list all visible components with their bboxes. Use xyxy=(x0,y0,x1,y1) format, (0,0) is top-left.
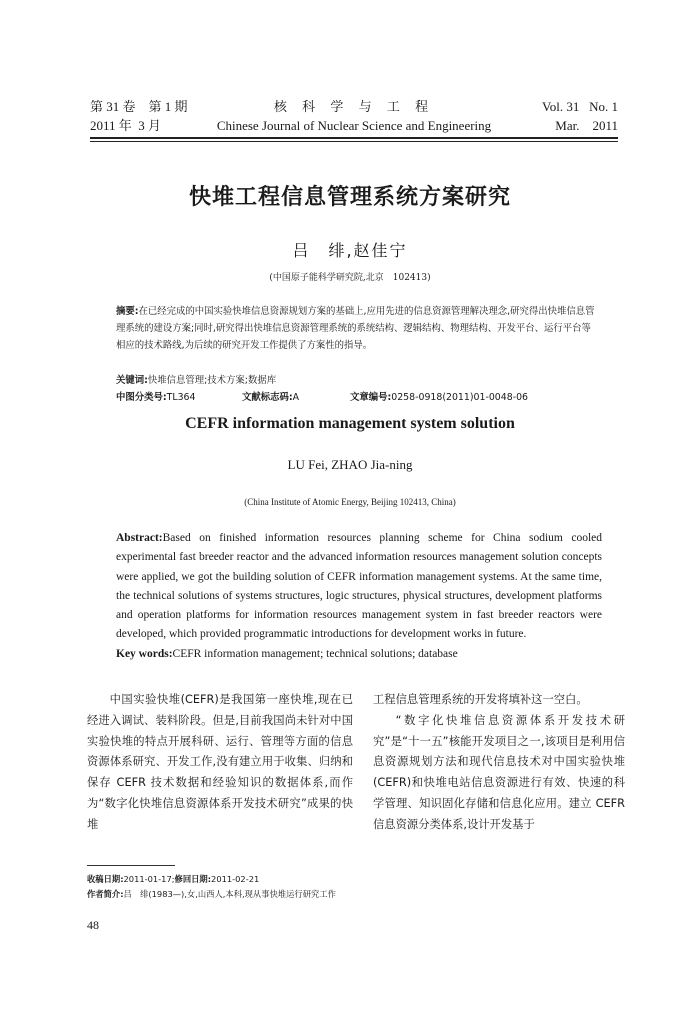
affiliation-en: (China Institute of Atomic Energy, Beijing 102413, China) xyxy=(244,497,456,507)
clc-value: TL364 xyxy=(166,392,196,403)
month-en: Mar. xyxy=(555,118,580,133)
footnote-author xyxy=(87,888,336,900)
abstract-en-text: Based on finished information resources planning scheme for China sodium cooled experimental fast breeder reactor and the advanced information resources management solution concepts were applied, we got the building solution of CEFR information management systems. At the same time, the technical solutions of systems structures, logic structures, physical structures, development platforms and operation platforms for information resources management system in fast breeder reactors were developed, which provided programmatic introductions for development works in future. xyxy=(116,532,602,641)
footnote-dates xyxy=(87,873,259,885)
header-rule-thick xyxy=(90,137,618,139)
author-bio-value: 吕 绯(1983—),女,山西人,本科,现从事快堆运行研究工作 xyxy=(123,889,336,899)
issue-en: No. 1 xyxy=(589,99,618,114)
revised-value: 2011-02-21 xyxy=(211,874,260,884)
keywords-cn-text: 快堆信息管理;技术方案;数据库 xyxy=(147,375,277,386)
body-column-right xyxy=(373,690,625,836)
abstract-cn-label: 摘要: xyxy=(116,306,139,317)
header-date-en xyxy=(555,118,618,134)
body-paragraph: “数字化快堆信息资源体系开发技术研究”是“十一五”核能开发项目之一,该项目是利用信息资源规划方法和现代信息技术对中国实验快堆(CEFR)和快堆电站信息资源进行有效、快速的科学管理、知识固化存储和信息化应用。建立 CEFR 信息资源分类体系,设计开发基于 xyxy=(373,713,625,831)
year-en: 2011 xyxy=(592,118,618,133)
clc-number xyxy=(116,389,195,403)
received-label: 收稿日期: xyxy=(87,874,124,884)
doc-code xyxy=(242,389,299,403)
authors-en: LU Fei, ZHAO Jia-ning xyxy=(287,457,413,472)
body-column-left xyxy=(87,690,353,836)
article-number xyxy=(350,389,528,403)
page-number: 48 xyxy=(87,918,99,932)
journal-name-en: Chinese Journal of Nuclear Science and Engineering xyxy=(216,118,492,133)
paper-title-cn: 快堆工程信息管理系统方案研究 xyxy=(188,185,511,210)
body-paragraph: 中国实验快堆(CEFR)是我国第一座快堆,现在已经进入调试、装料阶段。但是,目前我国尚未针对中国实验快堆的特点开展科研、运行、管理等方面的信息资源体系研究、开发工作,没有建立用于收集、归纳和保存 CEFR 技术数据和经验知识的数据体系,而作为“数字化快堆信息资源体系开发技术研究”成果的快堆 xyxy=(87,693,353,831)
clc-label: 中图分类号: xyxy=(116,392,167,403)
abstract-cn xyxy=(116,303,600,354)
header-volume-issue-en xyxy=(542,99,618,115)
article-number-value: 0258-0918(2011)01-0048-06 xyxy=(391,392,529,403)
body-paragraph: 工程信息管理系统的开发将填补这一空白。 xyxy=(373,693,588,706)
authors-cn: 吕 绯,赵佳宁 xyxy=(292,241,408,260)
affiliation-cn: (中国原子能科学研究院,北京 102413) xyxy=(269,273,431,283)
running-header xyxy=(90,96,618,138)
month-cn: 3 月 xyxy=(138,118,162,133)
revised-label: 修回日期: xyxy=(174,874,212,884)
received-value: 2011-01-17; xyxy=(123,874,175,884)
volume-en: Vol. 31 xyxy=(542,99,580,114)
article-number-label: 文章编号: xyxy=(350,392,392,403)
abstract-en-label: Abstract: xyxy=(116,532,163,544)
doc-code-value: A xyxy=(292,392,300,403)
journal-name-cn: 核 科 学 与 工 程 xyxy=(273,99,435,114)
issue-cn: 第 1 期 xyxy=(148,99,188,114)
author-bio-label: 作者简介: xyxy=(87,889,124,899)
year-cn: 2011 年 xyxy=(90,118,132,133)
doc-code-label: 文献标志码: xyxy=(242,392,293,403)
keywords-en-text: CEFR information management; technical solutions; database xyxy=(172,647,458,660)
abstract-cn-text: 在已经完成的中国实验快堆信息资源规划方案的基础上,应用先进的信息资源管理解决理念,研究得出快堆信息管理系统的建设方案;同时,研究得出快堆信息资源管理系统的系统结构、逻辑结构、物理结构、开发平台、运行平台等相应的技术路线,为后续的研究开发工作提供了方案性的指导。 xyxy=(116,306,595,351)
keywords-cn-label: 关键词: xyxy=(116,375,148,386)
paper-title-en: CEFR information management system solution xyxy=(185,415,515,432)
keywords-en-label: Key words: xyxy=(116,647,173,660)
header-rule-thin xyxy=(90,141,618,142)
volume-cn: 第 31 卷 xyxy=(90,99,136,114)
keywords-cn xyxy=(116,372,276,386)
abstract-en xyxy=(116,529,602,664)
footnote-rule xyxy=(87,865,175,866)
